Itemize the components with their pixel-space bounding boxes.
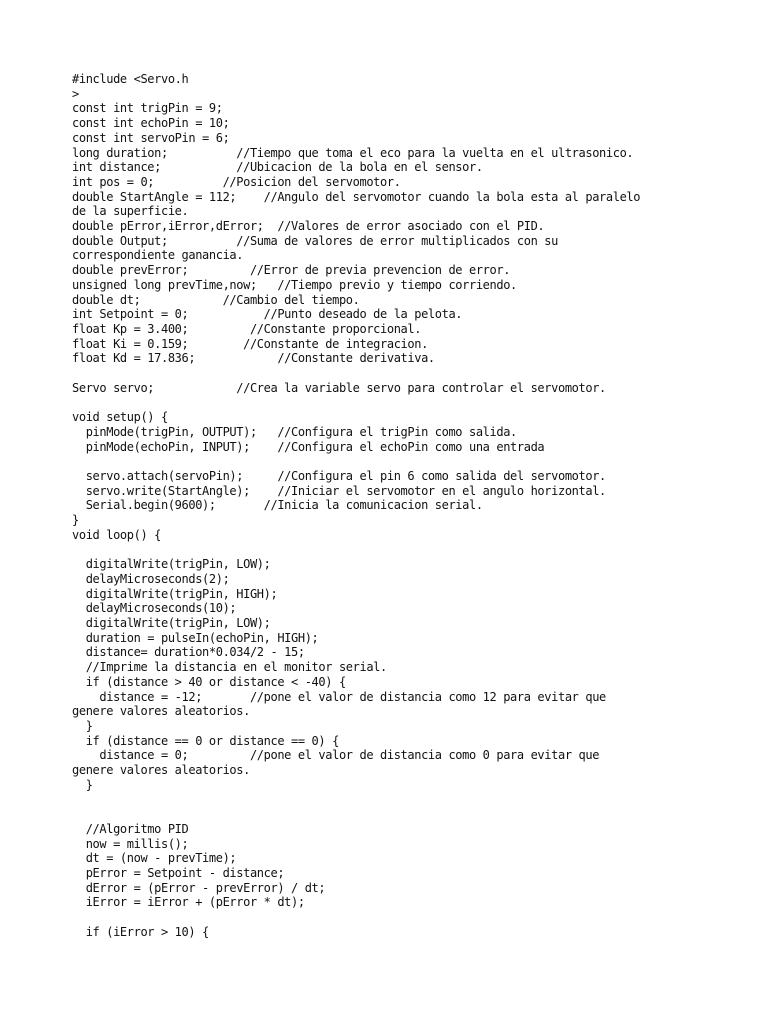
code-line: int pos = 0; //Posicion del servomotor. bbox=[72, 174, 401, 189]
code-line: if (iError > 10) { bbox=[72, 924, 209, 939]
code-line: genere valores aleatorios. bbox=[72, 763, 250, 778]
code-line: double StartAngle = 112; //Angulo del servomotor cuando la bola esta al paralelo bbox=[72, 189, 641, 204]
code-line: digitalWrite(trigPin, HIGH); bbox=[72, 586, 278, 601]
code-line: delayMicroseconds(10); bbox=[72, 601, 237, 616]
code-line: pinMode(trigPin, OUTPUT); //Configura el trigPin como salida. bbox=[72, 424, 517, 439]
code-line: digitalWrite(trigPin, LOW); bbox=[72, 616, 271, 631]
code-line: duration = pulseIn(echoPin, HIGH); bbox=[72, 630, 319, 645]
code-line: } bbox=[72, 777, 93, 792]
code-line: //Algoritmo PID bbox=[72, 821, 189, 836]
code-line: dError = (pError - prevError) / dt; bbox=[72, 880, 326, 895]
code-line: const int echoPin = 10; bbox=[72, 116, 230, 131]
code-line: > bbox=[72, 86, 79, 101]
code-line: dt = (now - prevTime); bbox=[72, 851, 237, 866]
code-line: unsigned long prevTime,now; //Tiempo previo y tiempo corriendo. bbox=[72, 277, 517, 292]
code-line: distance= duration*0.034/2 - 15; bbox=[72, 645, 305, 660]
code-line: float Kd = 17.836; //Constante derivativa. bbox=[72, 351, 435, 366]
code-line: servo.attach(servoPin); //Configura el pin 6 como salida del servomotor. bbox=[72, 468, 606, 483]
code-line: double pError,iError,dError; //Valores de error asociado con el PID. bbox=[72, 219, 545, 234]
code-line: pinMode(echoPin, INPUT); //Configura el echoPin como una entrada bbox=[72, 439, 545, 454]
code-line: } bbox=[72, 718, 93, 733]
code-line: float Kp = 3.400; //Constante proporcional. bbox=[72, 321, 422, 336]
code-line: distance = 0; //pone el valor de distancia como 0 para evitar que bbox=[72, 748, 600, 763]
code-line: genere valores aleatorios. bbox=[72, 704, 250, 719]
code-line: //Imprime la distancia en el monitor serial. bbox=[72, 660, 387, 675]
code-line: distance = -12; //pone el valor de distancia como 12 para evitar que bbox=[72, 689, 606, 704]
code-line: const int trigPin = 9; bbox=[72, 101, 223, 116]
code-line: Serial.begin(9600); //Inicia la comunicacion serial. bbox=[72, 498, 483, 513]
code-line: delayMicroseconds(2); bbox=[72, 571, 230, 586]
code-line: double Output; //Suma de valores de error multiplicados con su bbox=[72, 233, 558, 248]
code-line: iError = iError + (pError * dt); bbox=[72, 895, 305, 910]
code-line: const int servoPin = 6; bbox=[72, 130, 230, 145]
code-line: if (distance > 40 or distance < -40) { bbox=[72, 674, 346, 689]
code-line: #include <Servo.h bbox=[72, 72, 189, 86]
code-line: float Ki = 0.159; //Constante de integracion. bbox=[72, 336, 428, 351]
code-line: if (distance == 0 or distance == 0) { bbox=[72, 733, 339, 748]
code-line: digitalWrite(trigPin, LOW); bbox=[72, 557, 271, 572]
code-line: correspondiente ganancia. bbox=[72, 248, 244, 263]
code-line: double prevError; //Error de previa prevencion de error. bbox=[72, 263, 511, 278]
code-line: void setup() { bbox=[72, 410, 168, 425]
code-line: } bbox=[72, 513, 79, 528]
code-line: pError = Setpoint - distance; bbox=[72, 865, 285, 880]
code-line: double dt; //Cambio del tiempo. bbox=[72, 292, 360, 307]
code-line: int Setpoint = 0; //Punto deseado de la pelota. bbox=[72, 307, 463, 322]
code-line: void loop() { bbox=[72, 527, 161, 542]
code-line: int distance; //Ubicacion de la bola en el sensor. bbox=[72, 160, 483, 175]
code-line: long duration; //Tiempo que toma el eco para la vuelta en el ultrasonico. bbox=[72, 145, 634, 160]
code-line: de la superficie. bbox=[72, 204, 189, 219]
code-line: Servo servo; //Crea la variable servo para controlar el servomotor. bbox=[72, 380, 606, 395]
code-line: servo.write(StartAngle); //Iniciar el servomotor en el angulo horizontal. bbox=[72, 483, 606, 498]
code-line: now = millis(); bbox=[72, 836, 189, 851]
code-listing bbox=[72, 72, 640, 939]
